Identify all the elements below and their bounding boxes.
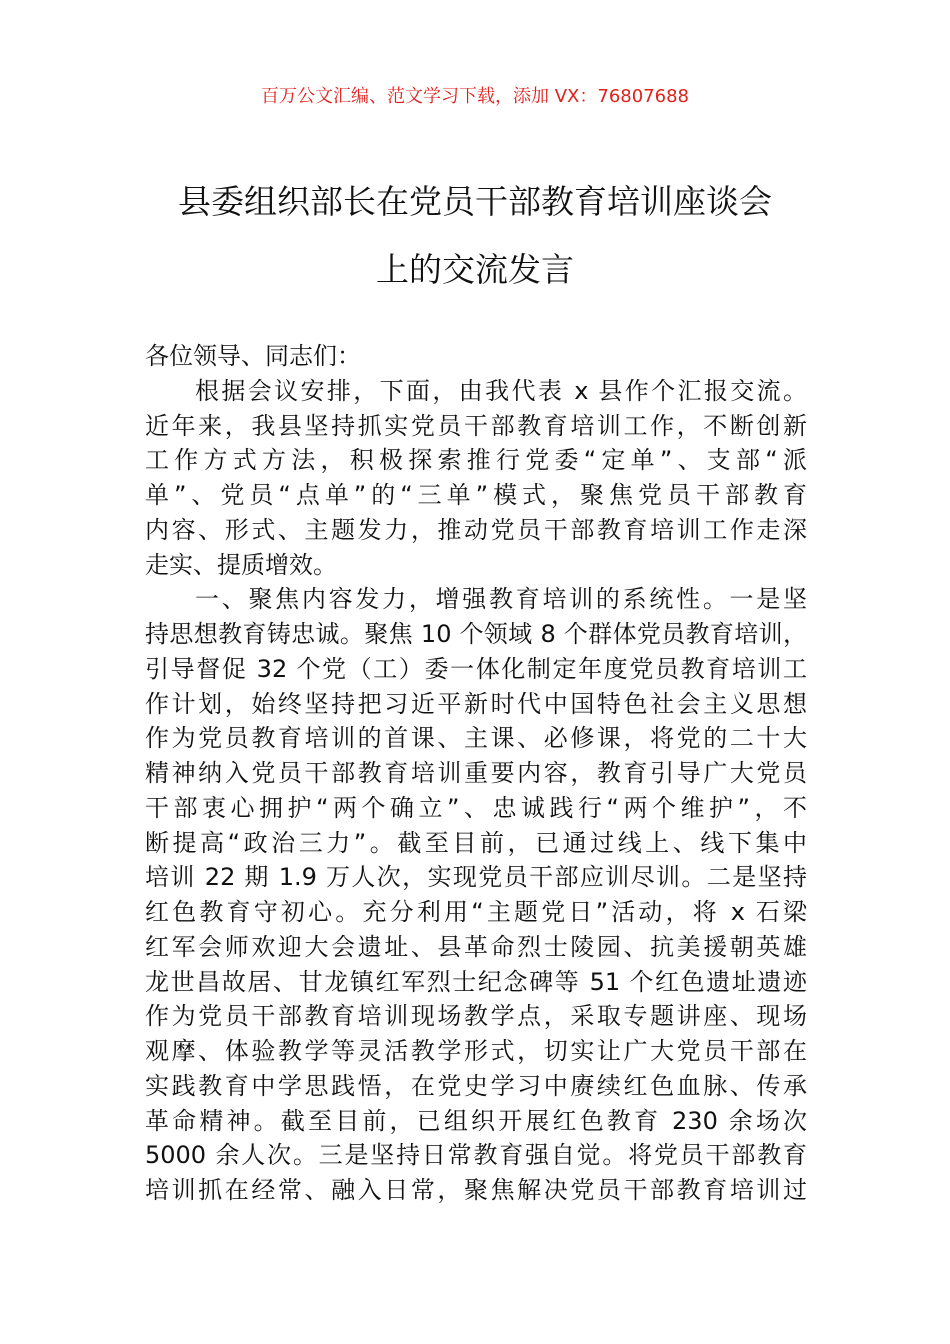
body-text-line: 根据会议安排，下面，由我代表 x 县作个汇报交流。 [195,376,807,405]
body-text-line: 作为党员教育培训的首课、主课、必修课，将党的二十大 [145,724,807,753]
body-text-line: 作为党员干部教育培训现场教学点，采取专题讲座、现场 [145,1002,807,1031]
body-text-line: 培训抓在经常、融入日常，聚焦解决党员干部教育培训过 [145,1176,807,1204]
document-body [145,339,807,1208]
body-text-line: 各位领导、同志们： [145,342,361,370]
body-text-line: 单”、党员“点单”的“三单”模式，聚焦党员干部教育 [145,481,807,509]
body-text-line: 红色教育守初心。充分利用“主题党日”活动，将 x 石梁 [145,898,807,926]
body-text-line: 观摩、体验教学等灵活教学形式，切实让广大党员干部在 [145,1037,807,1065]
body-text-line: 断提高“政治三力”。截至目前，已通过线上、线下集中 [145,828,807,857]
body-text-line: 一、聚焦内容发力，增强教育培训的系统性。一是坚 [195,585,807,614]
download-watermark-header: 百万公文汇编、范文学习下载，添加 VX：76807688 [261,86,689,107]
body-text-line: 走实、提质增效。 [145,550,337,579]
body-text-line: 作计划，始终坚持把习近平新时代中国特色社会主义思想 [145,689,807,718]
body-text-line: 5000 余人次。三是坚持日常教育强自觉。将党员干部教育 [145,1141,807,1170]
document-title-line-1: 县委组织部长在党员干部教育培训座谈会 [178,182,772,221]
document-title-line-2: 上的交流发言 [376,250,574,289]
body-text-line: 持思想教育铸忠诚。聚焦 10 个领域 8 个群体党员教育培训， [145,620,807,648]
body-text-line: 干部衷心拥护“两个确立”、忠诚践行“两个维护”，不 [145,793,807,822]
body-text-line: 内容、形式、主题发力，推动党员干部教育培训工作走深 [145,515,807,544]
body-text-line: 引导督促 32 个党（工）委一体化制定年度党员教育培训工 [145,654,807,683]
body-text-line: 工作方式方法，积极探索推行党委“定单”、支部“派 [145,446,807,475]
body-text-line: 培训 22 期 1.9 万人次，实现党员干部应训尽训。二是坚持 [145,863,807,892]
body-text-line: 实践教育中学思践悟，在党史学习中赓续红色血脉、传承 [145,1071,807,1100]
body-text-line: 近年来，我县坚持抓实党员干部教育培训工作，不断创新 [145,411,807,440]
body-text-line: 红军会师欢迎大会遗址、县革命烈士陵园、抗美援朝英雄 [145,932,807,961]
body-text-line: 龙世昌故居、甘龙镇红军烈士纪念碑等 51 个红色遗址遗迹 [145,967,807,996]
body-text-line: 革命精神。截至目前，已组织开展红色教育 230 余场次 [145,1106,807,1135]
body-text-line: 精神纳入党员干部教育培训重要内容，教育引导广大党员 [145,759,807,787]
